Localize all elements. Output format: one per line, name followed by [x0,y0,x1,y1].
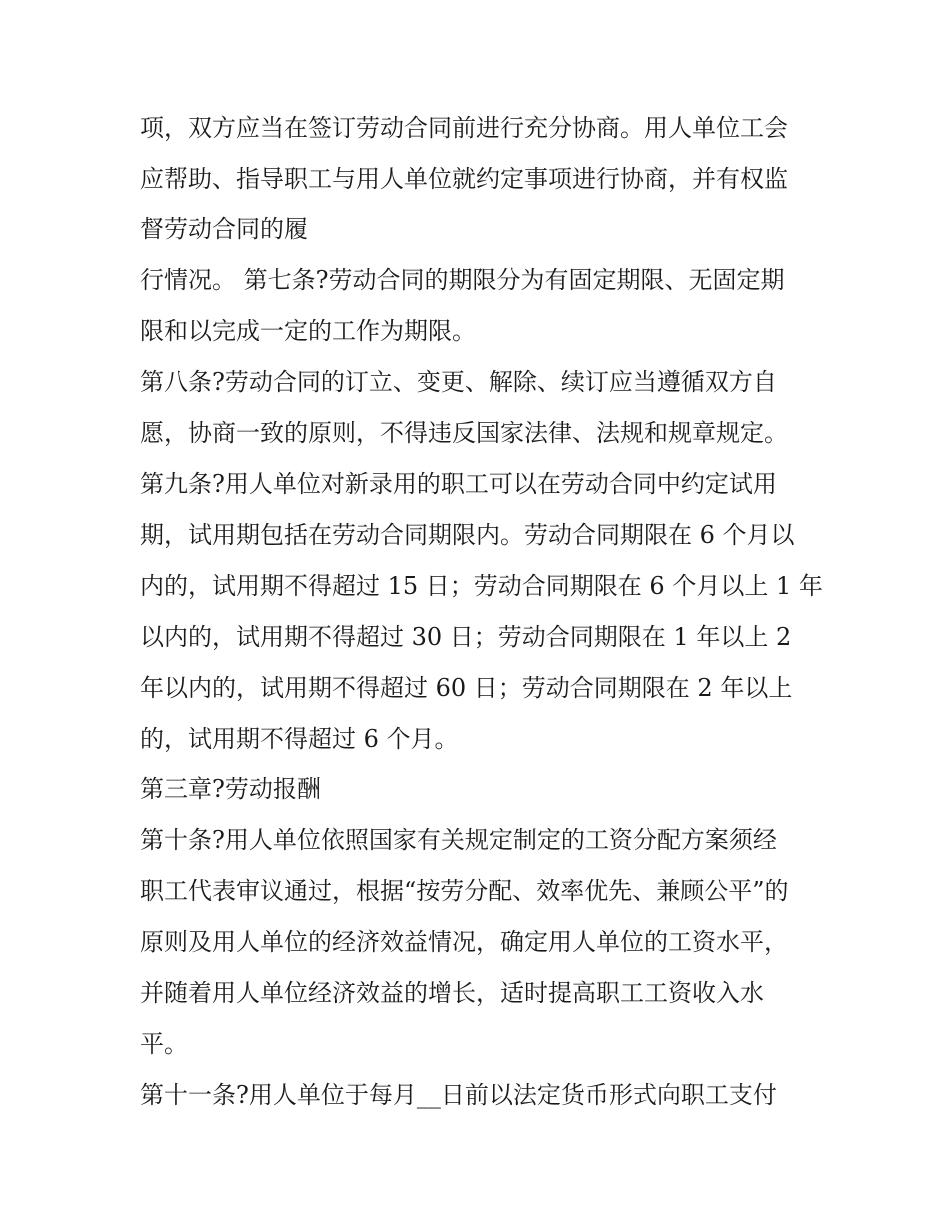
text-line: 内的，试用期不得超过 15 日；劳动合同期限在 6 个月以上 1 年 [140,572,823,600]
text-line: 行情况。 第七条?劳动合同的期限分为有固定期限、无固定期 [140,266,785,294]
text-line: 应帮助、指导职工与用人单位就约定事项进行协商，并有权监 [140,165,788,193]
text-line: 平。 [140,1030,188,1058]
text-line: 以内的，试用期不得超过 30 日；劳动合同期限在 1 年以上 2 [140,623,792,651]
text-line: 第十一条?用人单位于每月__日前以法定货币形式向职工支付 [140,1081,777,1109]
text-line: 第八条?劳动合同的订立、变更、解除、续订应当遵循双方自 [140,368,777,396]
text-line: 限和以完成一定的工作为期限。 [140,317,476,345]
text-line: 并随着用人单位经济效益的增长，适时提高职工工资收入水 [140,979,764,1007]
text-line: 第九条?用人单位对新录用的职工可以在劳动合同中约定试用 [140,470,777,498]
chapter-heading: 第三章?劳动报酬 [140,775,321,803]
text-line: 期，试用期包括在劳动合同期限内。劳动合同期限在 6 个月以 [140,521,795,549]
text-line: 年以内的，试用期不得超过 60 日；劳动合同期限在 2 年以上 [140,674,793,702]
text-line: 督劳动合同的履 [140,215,308,243]
text-line: 原则及用人单位的经济效益情况，确定用人单位的工资水平， [140,928,788,956]
text-line: 项，双方应当在签订劳动合同前进行充分协商。用人单位工会 [140,114,788,142]
text-line: 第十条?用人单位依照国家有关规定制定的工资分配方案须经 [140,826,777,854]
text-line: 的，试用期不得超过 6 个月。 [140,725,459,753]
text-line: 职工代表审议通过，根据“按劳分配、效率优先、兼顾公平”的 [140,877,789,905]
text-line: 愿，协商一致的原则，不得违反国家法律、法规和规章规定。 [140,419,788,447]
